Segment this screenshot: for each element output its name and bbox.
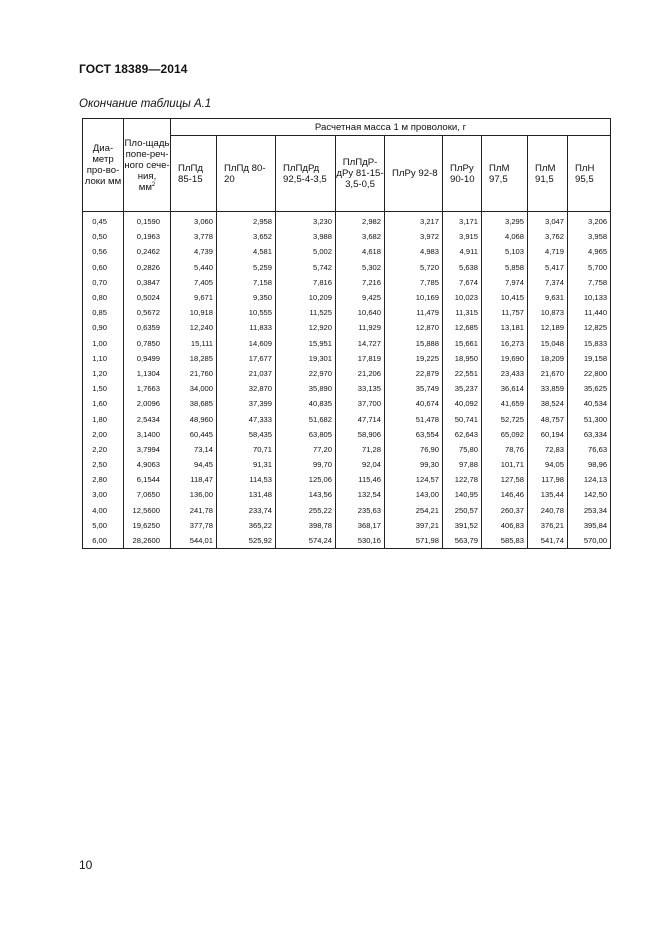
table-cell: 11,525: [276, 305, 336, 320]
header-diameter-label: Диа-метр про-во-локи мм: [84, 143, 122, 187]
table-row: [83, 396, 611, 411]
table-cell: 1,80: [83, 411, 124, 426]
table-cell: 40,835: [276, 396, 336, 411]
table-cell: 37,700: [336, 396, 385, 411]
table-cell: 0,45: [83, 212, 124, 230]
table-cell: 3,958: [568, 229, 611, 244]
table-cell: 18,950: [443, 351, 482, 366]
table-cell: 94,45: [171, 457, 217, 472]
table-cell: 233,74: [217, 503, 276, 518]
table-cell: 1,50: [83, 381, 124, 396]
table-cell: 62,643: [443, 427, 482, 442]
table-cell: 40,674: [385, 396, 443, 411]
table-cell: 22,551: [443, 366, 482, 381]
table-cell: 38,685: [171, 396, 217, 411]
table-row: [83, 244, 611, 259]
table-cell: 98,96: [568, 457, 611, 472]
table-cell: 3,988: [276, 229, 336, 244]
table-cell: 0,3847: [124, 275, 171, 290]
table-cell: 3,7994: [124, 442, 171, 457]
table-cell: 7,674: [443, 275, 482, 290]
table-cell: 52,725: [482, 411, 528, 426]
table-cell: 22,879: [385, 366, 443, 381]
table-cell: 35,890: [276, 381, 336, 396]
table-cell: 72,83: [528, 442, 568, 457]
table-cell: 7,785: [385, 275, 443, 290]
table-cell: 397,21: [385, 518, 443, 533]
table-cell: 21,206: [336, 366, 385, 381]
table-cell: 9,425: [336, 290, 385, 305]
header-alloy: ПлПдР-дРу 81-15-3,5-0,5: [336, 136, 385, 212]
table-cell: 0,2462: [124, 244, 171, 259]
table-cell: 47,333: [217, 411, 276, 426]
table-row: [83, 336, 611, 351]
header-alloy: ПлРу 92-8: [385, 136, 443, 212]
table-cell: 530,16: [336, 533, 385, 549]
header-alloy: ПлМ 97,5: [482, 136, 528, 212]
table-cell: 51,478: [385, 411, 443, 426]
table-cell: 18,209: [528, 351, 568, 366]
table-cell: 125,06: [276, 472, 336, 487]
table-cell: 368,17: [336, 518, 385, 533]
table-cell: 12,870: [385, 320, 443, 335]
table-cell: 63,554: [385, 427, 443, 442]
table-cell: 117,98: [528, 472, 568, 487]
table-cell: 131,48: [217, 487, 276, 502]
table-cell: 13,181: [482, 320, 528, 335]
table-cell: 143,56: [276, 487, 336, 502]
table-cell: 9,350: [217, 290, 276, 305]
table-cell: 11,929: [336, 320, 385, 335]
table-cell: 21,670: [528, 366, 568, 381]
table-cell: 23,433: [482, 366, 528, 381]
table-cell: 4,739: [171, 244, 217, 259]
table-cell: 136,00: [171, 487, 217, 502]
table-cell: 50,741: [443, 411, 482, 426]
table-row: [83, 411, 611, 426]
table-cell: 11,757: [482, 305, 528, 320]
table-row: [83, 351, 611, 366]
table-cell: 0,9499: [124, 351, 171, 366]
table-cell: 0,90: [83, 320, 124, 335]
table-cell: 241,78: [171, 503, 217, 518]
table-row: [83, 275, 611, 290]
table-cell: 7,974: [482, 275, 528, 290]
table-cell: 544,01: [171, 533, 217, 549]
table-cell: 10,873: [528, 305, 568, 320]
table-cell: 3,00: [83, 487, 124, 502]
table-cell: 1,10: [83, 351, 124, 366]
table-cell: 0,80: [83, 290, 124, 305]
table-cell: 376,21: [528, 518, 568, 533]
table-row: [83, 442, 611, 457]
table-cell: 19,6250: [124, 518, 171, 533]
table-cell: 35,237: [443, 381, 482, 396]
table-cell: 140,95: [443, 487, 482, 502]
table-cell: 377,78: [171, 518, 217, 533]
table-cell: 2,50: [83, 457, 124, 472]
table-cell: 94,05: [528, 457, 568, 472]
table-cell: 122,78: [443, 472, 482, 487]
table-cell: 2,80: [83, 472, 124, 487]
table-cell: 3,230: [276, 212, 336, 230]
table-row: [83, 487, 611, 502]
table-cell: 73,14: [171, 442, 217, 457]
table-cell: 10,640: [336, 305, 385, 320]
table-cell: 99,70: [276, 457, 336, 472]
table-cell: 1,7663: [124, 381, 171, 396]
table-cell: 14,727: [336, 336, 385, 351]
table-cell: 2,00: [83, 427, 124, 442]
table-cell: 9,631: [528, 290, 568, 305]
table-cell: 391,52: [443, 518, 482, 533]
table-cell: 12,685: [443, 320, 482, 335]
table-cell: 1,20: [83, 366, 124, 381]
table-cell: 76,90: [385, 442, 443, 457]
table-cell: 11,440: [568, 305, 611, 320]
table-cell: 0,7850: [124, 336, 171, 351]
table-cell: 92,04: [336, 457, 385, 472]
table-cell: 60,194: [528, 427, 568, 442]
table-cell: 22,800: [568, 366, 611, 381]
table-cell: 10,415: [482, 290, 528, 305]
table-cell: 19,690: [482, 351, 528, 366]
table-cell: 115,46: [336, 472, 385, 487]
table-cell: 132,54: [336, 487, 385, 502]
table-cell: 63,805: [276, 427, 336, 442]
table-cell: 19,225: [385, 351, 443, 366]
table-row: [83, 472, 611, 487]
table-cell: 3,652: [217, 229, 276, 244]
table-row: [83, 457, 611, 472]
table-cell: 51,300: [568, 411, 611, 426]
table-row: [83, 533, 611, 549]
header-alloy: ПлМ 91,5: [528, 136, 568, 212]
wire-mass-table: [82, 118, 611, 549]
table-cell: 250,57: [443, 503, 482, 518]
table-cell: 571,98: [385, 533, 443, 549]
table-cell: 75,80: [443, 442, 482, 457]
table-cell: 47,714: [336, 411, 385, 426]
table-cell: 19,301: [276, 351, 336, 366]
table-cell: 3,682: [336, 229, 385, 244]
table-cell: 10,169: [385, 290, 443, 305]
table-cell: 255,22: [276, 503, 336, 518]
table-cell: 10,918: [171, 305, 217, 320]
table-cell: 1,00: [83, 336, 124, 351]
table-cell: 135,44: [528, 487, 568, 502]
table-cell: 15,888: [385, 336, 443, 351]
table-cell: 10,023: [443, 290, 482, 305]
table-cell: 6,1544: [124, 472, 171, 487]
table-cell: 91,31: [217, 457, 276, 472]
table-cell: 32,870: [217, 381, 276, 396]
table-cell: 4,9063: [124, 457, 171, 472]
table-cell: 35,625: [568, 381, 611, 396]
header-area-unit-sup: 2: [151, 181, 156, 188]
table-cell: 2,0096: [124, 396, 171, 411]
table-cell: 2,982: [336, 212, 385, 230]
table-row: [83, 366, 611, 381]
table-cell: 65,092: [482, 427, 528, 442]
table-cell: 3,295: [482, 212, 528, 230]
table-cell: 21,037: [217, 366, 276, 381]
table-cell: 77,20: [276, 442, 336, 457]
table-cell: 58,906: [336, 427, 385, 442]
table-cell: 1,1304: [124, 366, 171, 381]
table-cell: 48,757: [528, 411, 568, 426]
table-cell: 11,479: [385, 305, 443, 320]
table-cell: 12,920: [276, 320, 336, 335]
table-cell: 15,048: [528, 336, 568, 351]
table-cell: 574,24: [276, 533, 336, 549]
table-cell: 5,700: [568, 260, 611, 275]
table-cell: 17,677: [217, 351, 276, 366]
table-cell: 2,5434: [124, 411, 171, 426]
table-cell: 33,859: [528, 381, 568, 396]
table-cell: 60,445: [171, 427, 217, 442]
table-cell: 406,83: [482, 518, 528, 533]
table-cell: 70,71: [217, 442, 276, 457]
table-cell: 6,00: [83, 533, 124, 549]
table-cell: 3,060: [171, 212, 217, 230]
table-cell: 40,092: [443, 396, 482, 411]
table-cell: 1,60: [83, 396, 124, 411]
table-cell: 0,2826: [124, 260, 171, 275]
header-alloy: ПлН 95,5: [568, 136, 611, 212]
table-cell: 5,302: [336, 260, 385, 275]
table-cell: 12,5600: [124, 503, 171, 518]
table-cell: 0,60: [83, 260, 124, 275]
table-cell: 38,524: [528, 396, 568, 411]
table-cell: 14,609: [217, 336, 276, 351]
table-row: [83, 212, 611, 230]
table-cell: 3,972: [385, 229, 443, 244]
table-cell: 541,74: [528, 533, 568, 549]
table-cell: 398,78: [276, 518, 336, 533]
table-row: [83, 290, 611, 305]
table-row: [83, 518, 611, 533]
table-cell: 9,671: [171, 290, 217, 305]
table-cell: 3,915: [443, 229, 482, 244]
header-alloy: ПлПд 80-20: [217, 136, 276, 212]
table-cell: 99,30: [385, 457, 443, 472]
table-cell: 124,13: [568, 472, 611, 487]
table-cell: 4,719: [528, 244, 568, 259]
table-cell: 5,742: [276, 260, 336, 275]
table-cell: 4,068: [482, 229, 528, 244]
table-cell: 395,84: [568, 518, 611, 533]
table-cell: 5,638: [443, 260, 482, 275]
table-row: [83, 320, 611, 335]
table-cell: 5,440: [171, 260, 217, 275]
table-cell: 12,240: [171, 320, 217, 335]
table-cell: 4,965: [568, 244, 611, 259]
table-cell: 15,833: [568, 336, 611, 351]
table-cell: 11,315: [443, 305, 482, 320]
table-cell: 5,720: [385, 260, 443, 275]
table-cell: 4,00: [83, 503, 124, 518]
table-cell: 124,57: [385, 472, 443, 487]
table-cell: 127,58: [482, 472, 528, 487]
table-cell: 0,56: [83, 244, 124, 259]
table-cell: 101,71: [482, 457, 528, 472]
table-cell: 563,79: [443, 533, 482, 549]
table-cell: 71,28: [336, 442, 385, 457]
table-cell: 0,70: [83, 275, 124, 290]
table-cell: 4,581: [217, 244, 276, 259]
header-area-unit: мм: [138, 181, 152, 193]
header-diameter: [83, 119, 124, 212]
table-cell: 7,0650: [124, 487, 171, 502]
table-cell: 235,63: [336, 503, 385, 518]
table-cell: 21,760: [171, 366, 217, 381]
table-cell: 0,1590: [124, 212, 171, 230]
table-cell: 142,50: [568, 487, 611, 502]
header-alloy: ПлПдРд 92,5-4-3,5: [276, 136, 336, 212]
table-cell: 41,659: [482, 396, 528, 411]
table-cell: 48,960: [171, 411, 217, 426]
table-cell: 3,047: [528, 212, 568, 230]
table-cell: 254,21: [385, 503, 443, 518]
table-cell: 5,00: [83, 518, 124, 533]
table-cell: 5,002: [276, 244, 336, 259]
table-cell: 10,133: [568, 290, 611, 305]
table-cell: 15,661: [443, 336, 482, 351]
table-cell: 40,534: [568, 396, 611, 411]
table-cell: 5,103: [482, 244, 528, 259]
table-cell: 114,53: [217, 472, 276, 487]
table-cell: 7,158: [217, 275, 276, 290]
table-cell: 97,88: [443, 457, 482, 472]
table-cell: 4,911: [443, 244, 482, 259]
header-area: [124, 119, 171, 212]
table-cell: 10,555: [217, 305, 276, 320]
table-cell: 2,20: [83, 442, 124, 457]
table-cell: 5,259: [217, 260, 276, 275]
table-caption: Окончание таблицы А.1: [79, 98, 212, 110]
table-cell: 118,47: [171, 472, 217, 487]
table-cell: 3,171: [443, 212, 482, 230]
table-cell: 5,417: [528, 260, 568, 275]
table-cell: 7,816: [276, 275, 336, 290]
table-cell: 3,762: [528, 229, 568, 244]
header-area-label: Пло-щадь попе-реч-ного сече-ния,: [124, 137, 170, 182]
table-cell: 63,334: [568, 427, 611, 442]
table-cell: 525,92: [217, 533, 276, 549]
table-cell: 7,216: [336, 275, 385, 290]
table-row: [83, 503, 611, 518]
document-header: ГОСТ 18389—2014: [79, 62, 188, 76]
table-row: [83, 427, 611, 442]
table-cell: 0,85: [83, 305, 124, 320]
table-cell: 58,435: [217, 427, 276, 442]
table-cell: 4,618: [336, 244, 385, 259]
table-row: [83, 305, 611, 320]
table-cell: 78,76: [482, 442, 528, 457]
table-cell: 0,50: [83, 229, 124, 244]
table-cell: 35,749: [385, 381, 443, 396]
table-body: [83, 212, 611, 549]
page-number: 10: [79, 858, 93, 872]
table-cell: 34,000: [171, 381, 217, 396]
table-row: [83, 229, 611, 244]
table-cell: 33,135: [336, 381, 385, 396]
table-cell: 16,273: [482, 336, 528, 351]
table-row: [83, 381, 611, 396]
table-cell: 3,778: [171, 229, 217, 244]
table-cell: 5,858: [482, 260, 528, 275]
table-cell: 51,682: [276, 411, 336, 426]
table-cell: 146,46: [482, 487, 528, 502]
table-cell: 0,1963: [124, 229, 171, 244]
table-cell: 240,78: [528, 503, 568, 518]
table-cell: 15,951: [276, 336, 336, 351]
header-alloy: ПлРу 90-10: [443, 136, 482, 212]
table-cell: 19,158: [568, 351, 611, 366]
header-alloy: ПлПд 85-15: [171, 136, 217, 212]
table-cell: 365,22: [217, 518, 276, 533]
table-cell: 0,5024: [124, 290, 171, 305]
table-cell: 260,37: [482, 503, 528, 518]
table-cell: 76,63: [568, 442, 611, 457]
table-cell: 143,00: [385, 487, 443, 502]
table-cell: 253,34: [568, 503, 611, 518]
table-cell: 2,958: [217, 212, 276, 230]
table-cell: 570,00: [568, 533, 611, 549]
table-cell: 15,111: [171, 336, 217, 351]
table-cell: 3,206: [568, 212, 611, 230]
table-cell: 10,209: [276, 290, 336, 305]
table-cell: 17,819: [336, 351, 385, 366]
table-cell: 36,614: [482, 381, 528, 396]
table-cell: 22,970: [276, 366, 336, 381]
table-cell: 11,833: [217, 320, 276, 335]
table-cell: 0,5672: [124, 305, 171, 320]
table-cell: 3,217: [385, 212, 443, 230]
table-cell: 7,374: [528, 275, 568, 290]
table-cell: 37,399: [217, 396, 276, 411]
table-cell: 12,189: [528, 320, 568, 335]
table-cell: 7,758: [568, 275, 611, 290]
table-cell: 7,405: [171, 275, 217, 290]
table-cell: 585,83: [482, 533, 528, 549]
table-cell: 4,983: [385, 244, 443, 259]
table-cell: 12,825: [568, 320, 611, 335]
table-cell: 18,285: [171, 351, 217, 366]
table-row: [83, 260, 611, 275]
table-cell: 28,2600: [124, 533, 171, 549]
table-cell: 3,1400: [124, 427, 171, 442]
table-cell: 0,6359: [124, 320, 171, 335]
table-container: [82, 118, 610, 549]
header-mass-group: Расчетная масса 1 м проволоки, г: [171, 119, 611, 136]
